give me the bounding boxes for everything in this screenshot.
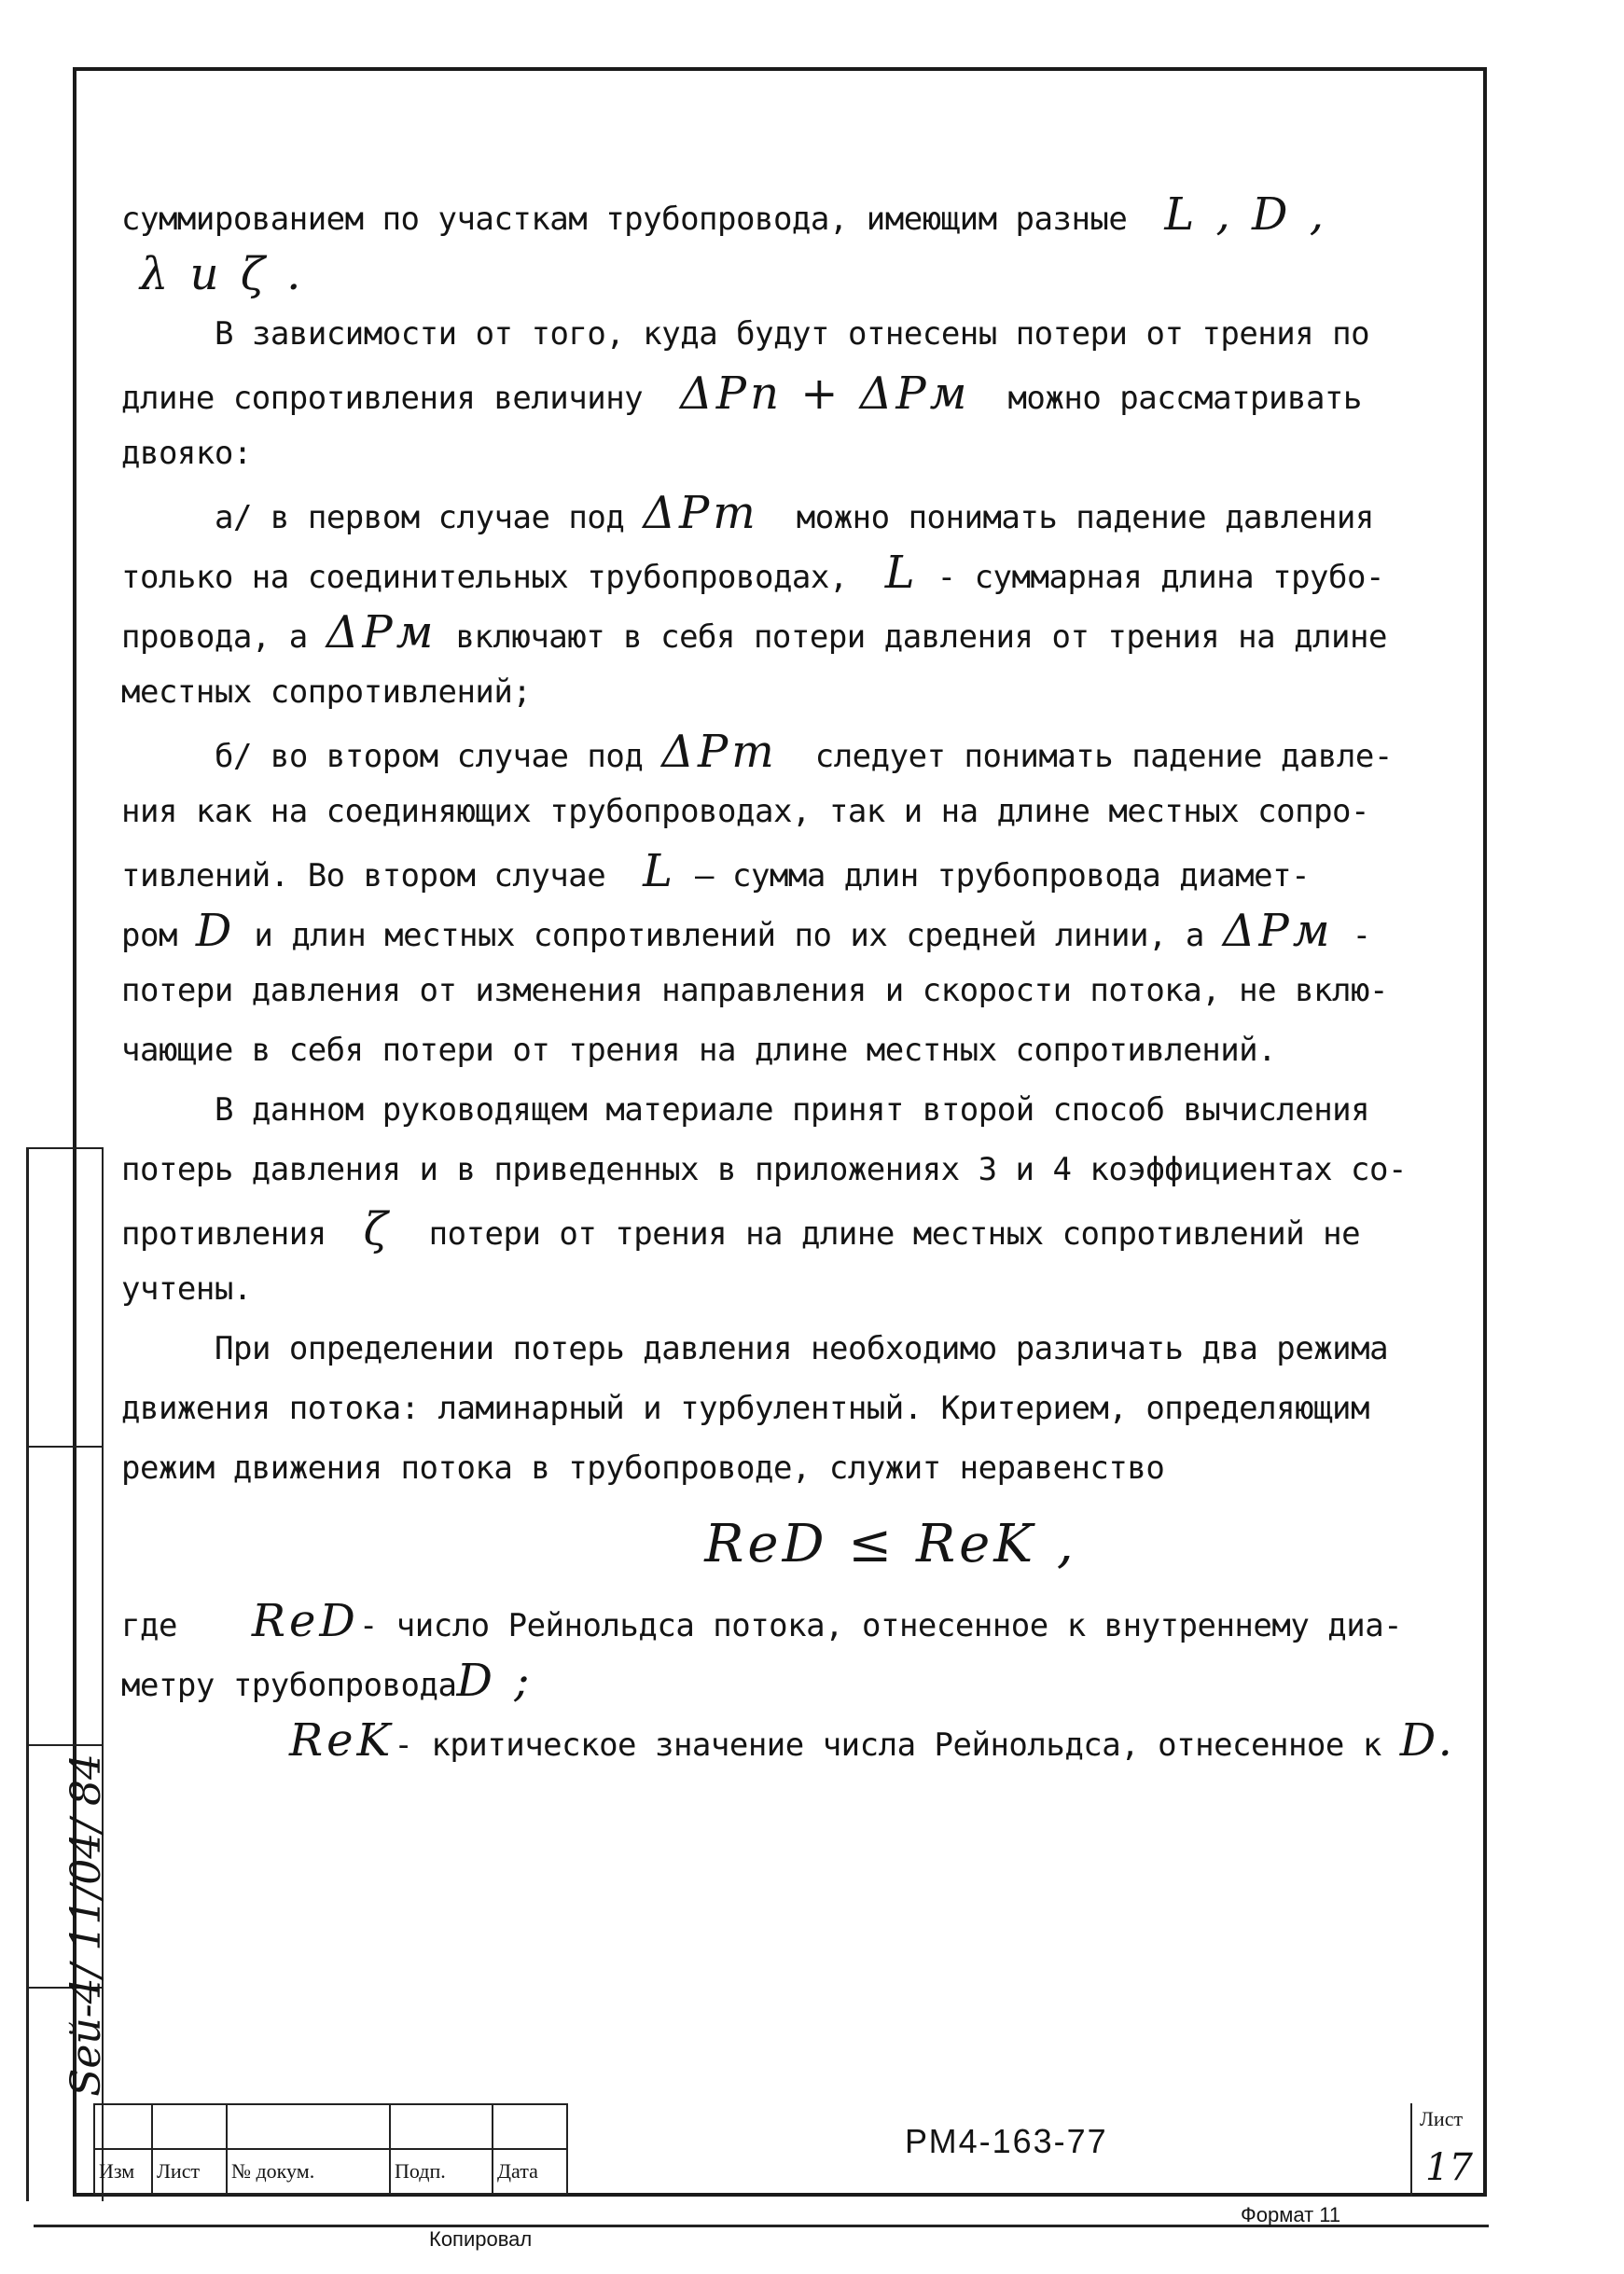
text-line bbox=[121, 841, 1455, 901]
text-line bbox=[121, 364, 1455, 423]
text-span: В зависимости от того, куда будут отнесены потери от трения по bbox=[215, 315, 1370, 353]
text-line bbox=[121, 1319, 1455, 1379]
text-line bbox=[121, 961, 1455, 1020]
handwritten-formula: ΔPт bbox=[643, 487, 759, 539]
sheet-box bbox=[1410, 2103, 1487, 2197]
text-span: тивлений. Во втором случае bbox=[121, 857, 606, 894]
side-cell bbox=[29, 1744, 102, 1746]
text-span: потери давления от изменения направления и скорости потока, не вклю- bbox=[121, 972, 1388, 1009]
text-span: можно рассматривать bbox=[1007, 380, 1362, 417]
text-line bbox=[121, 244, 1455, 304]
text-span: суммированием по участкам трубопровода, имеющим разные bbox=[121, 201, 1128, 238]
side-cell bbox=[29, 1446, 102, 1448]
text-span: ния как на соединяющих трубопроводах, так и на длине местных сопро- bbox=[121, 793, 1369, 830]
handwritten-symbols: D ; bbox=[456, 1655, 534, 1707]
text-line bbox=[121, 1199, 1455, 1259]
text-span: только на соединительных трубопроводах, bbox=[121, 559, 848, 596]
text-line bbox=[121, 1379, 1455, 1438]
text-line bbox=[121, 1080, 1455, 1140]
text-line bbox=[121, 543, 1455, 603]
text-span: режим движения потока в трубопроводе, служит неравенство bbox=[121, 1449, 1165, 1487]
handwritten-formula: ΔPм bbox=[1222, 905, 1334, 957]
col-date: Дата bbox=[493, 2149, 567, 2194]
document-code: РМ4-163-77 bbox=[905, 2122, 1108, 2160]
text-line bbox=[121, 1438, 1455, 1498]
text-span: - критическое значение числа Рейнольдса, отнесенное к bbox=[394, 1726, 1381, 1764]
body-text bbox=[121, 185, 1455, 1770]
text-span: - суммарная длина трубо- bbox=[937, 559, 1384, 596]
handwritten-symbols: D bbox=[195, 905, 236, 957]
text-line bbox=[121, 1591, 1455, 1651]
text-span: чающие в себя потери от трения на длине местных сопротивлений. bbox=[121, 1032, 1277, 1069]
text-span: движения потока: ламинарный и турбулентный. Критерием, определяющим bbox=[121, 1390, 1369, 1427]
text-line bbox=[121, 782, 1455, 841]
text-line bbox=[121, 603, 1455, 662]
text-span: ром bbox=[121, 917, 177, 954]
text-span: При определении потерь давления необходимо различать два режима bbox=[215, 1330, 1389, 1367]
text-span: метру трубопровода bbox=[121, 1667, 457, 1704]
text-span: потерь давления и в приведенных в приложениях 3 и 4 коэффициентах со- bbox=[121, 1151, 1407, 1188]
text-span: учтены. bbox=[121, 1270, 252, 1308]
text-span: - число Рейнольдса потока, отнесенное к внутреннему диа- bbox=[358, 1607, 1403, 1644]
text-span: следует понимать падение давле- bbox=[814, 738, 1393, 775]
handwritten-formula: ΔPм bbox=[326, 606, 437, 659]
handwritten-formula: ΔPт bbox=[661, 726, 778, 778]
handwritten-symbols: L bbox=[884, 547, 919, 599]
text-span: можно понимать падение давления bbox=[796, 499, 1374, 536]
text-line bbox=[121, 1020, 1455, 1080]
col-signature: Подп. bbox=[390, 2149, 493, 2194]
col-change: Изм bbox=[94, 2149, 152, 2194]
text-line bbox=[121, 1711, 1455, 1770]
text-span: В данном руководящем материале принят второй способ вычисления bbox=[215, 1091, 1370, 1129]
handwritten-symbols: L bbox=[643, 845, 677, 897]
text-line bbox=[121, 1651, 1455, 1711]
copied-label: Копировал bbox=[429, 2227, 533, 2251]
revision-table bbox=[93, 2103, 568, 2195]
text-span: местных сопротивлений; bbox=[121, 673, 532, 711]
text-line bbox=[121, 185, 1455, 244]
handwritten-formula: ReK bbox=[289, 1714, 395, 1767]
handwritten-symbols: λ и ζ . bbox=[140, 248, 305, 300]
handwritten-symbols: ζ bbox=[363, 1203, 392, 1255]
format-label: Формат 11 bbox=[1241, 2203, 1341, 2226]
text-span: б/ во втором случае под bbox=[215, 738, 644, 775]
text-span: провода, а bbox=[121, 618, 308, 656]
col-doc-number: № докум. bbox=[227, 2149, 390, 2194]
text-line bbox=[121, 662, 1455, 722]
text-span: потери от трения на длине местных сопротивлений не bbox=[428, 1215, 1361, 1253]
text-span: а/ в первом случае под bbox=[215, 499, 625, 536]
text-span: двояко: bbox=[121, 435, 252, 472]
text-span: где bbox=[121, 1607, 177, 1644]
side-stamp bbox=[26, 1147, 110, 2201]
text-line bbox=[121, 304, 1455, 364]
handwritten-formula: ReD bbox=[251, 1595, 359, 1647]
handwritten-signature: Sей-4/ 11/04/ 84 bbox=[62, 1754, 110, 2097]
text-span: — сумма длин трубопровода диамет- bbox=[695, 857, 1311, 894]
text-line bbox=[121, 1259, 1455, 1319]
col-sheet: Лист bbox=[152, 2149, 227, 2194]
handwritten-symbols: L , D , bbox=[1164, 188, 1327, 241]
sheet-number: 17 bbox=[1425, 2146, 1473, 2189]
text-span: - bbox=[1352, 917, 1371, 954]
text-span: и длин местных сопротивлений по их средней линии, а bbox=[254, 917, 1204, 954]
handwritten-symbols: D. bbox=[1399, 1714, 1456, 1767]
handwritten-formula: ΔPп + ΔPм bbox=[680, 367, 971, 420]
text-span: длине сопротивления величину bbox=[121, 380, 644, 417]
text-line bbox=[121, 722, 1455, 782]
side-cell bbox=[29, 1147, 102, 1149]
text-line bbox=[121, 483, 1455, 543]
sheet-label: Лист bbox=[1420, 2107, 1464, 2130]
text-line bbox=[121, 423, 1455, 483]
criterion-formula: ReD ≤ ReK , bbox=[704, 1514, 1077, 1574]
title-block bbox=[93, 2103, 1487, 2197]
text-line bbox=[121, 1140, 1455, 1199]
text-line bbox=[121, 901, 1455, 961]
text-span: противления bbox=[121, 1215, 326, 1253]
text-span: включают в себя потери давления от трения на длине bbox=[455, 618, 1387, 656]
